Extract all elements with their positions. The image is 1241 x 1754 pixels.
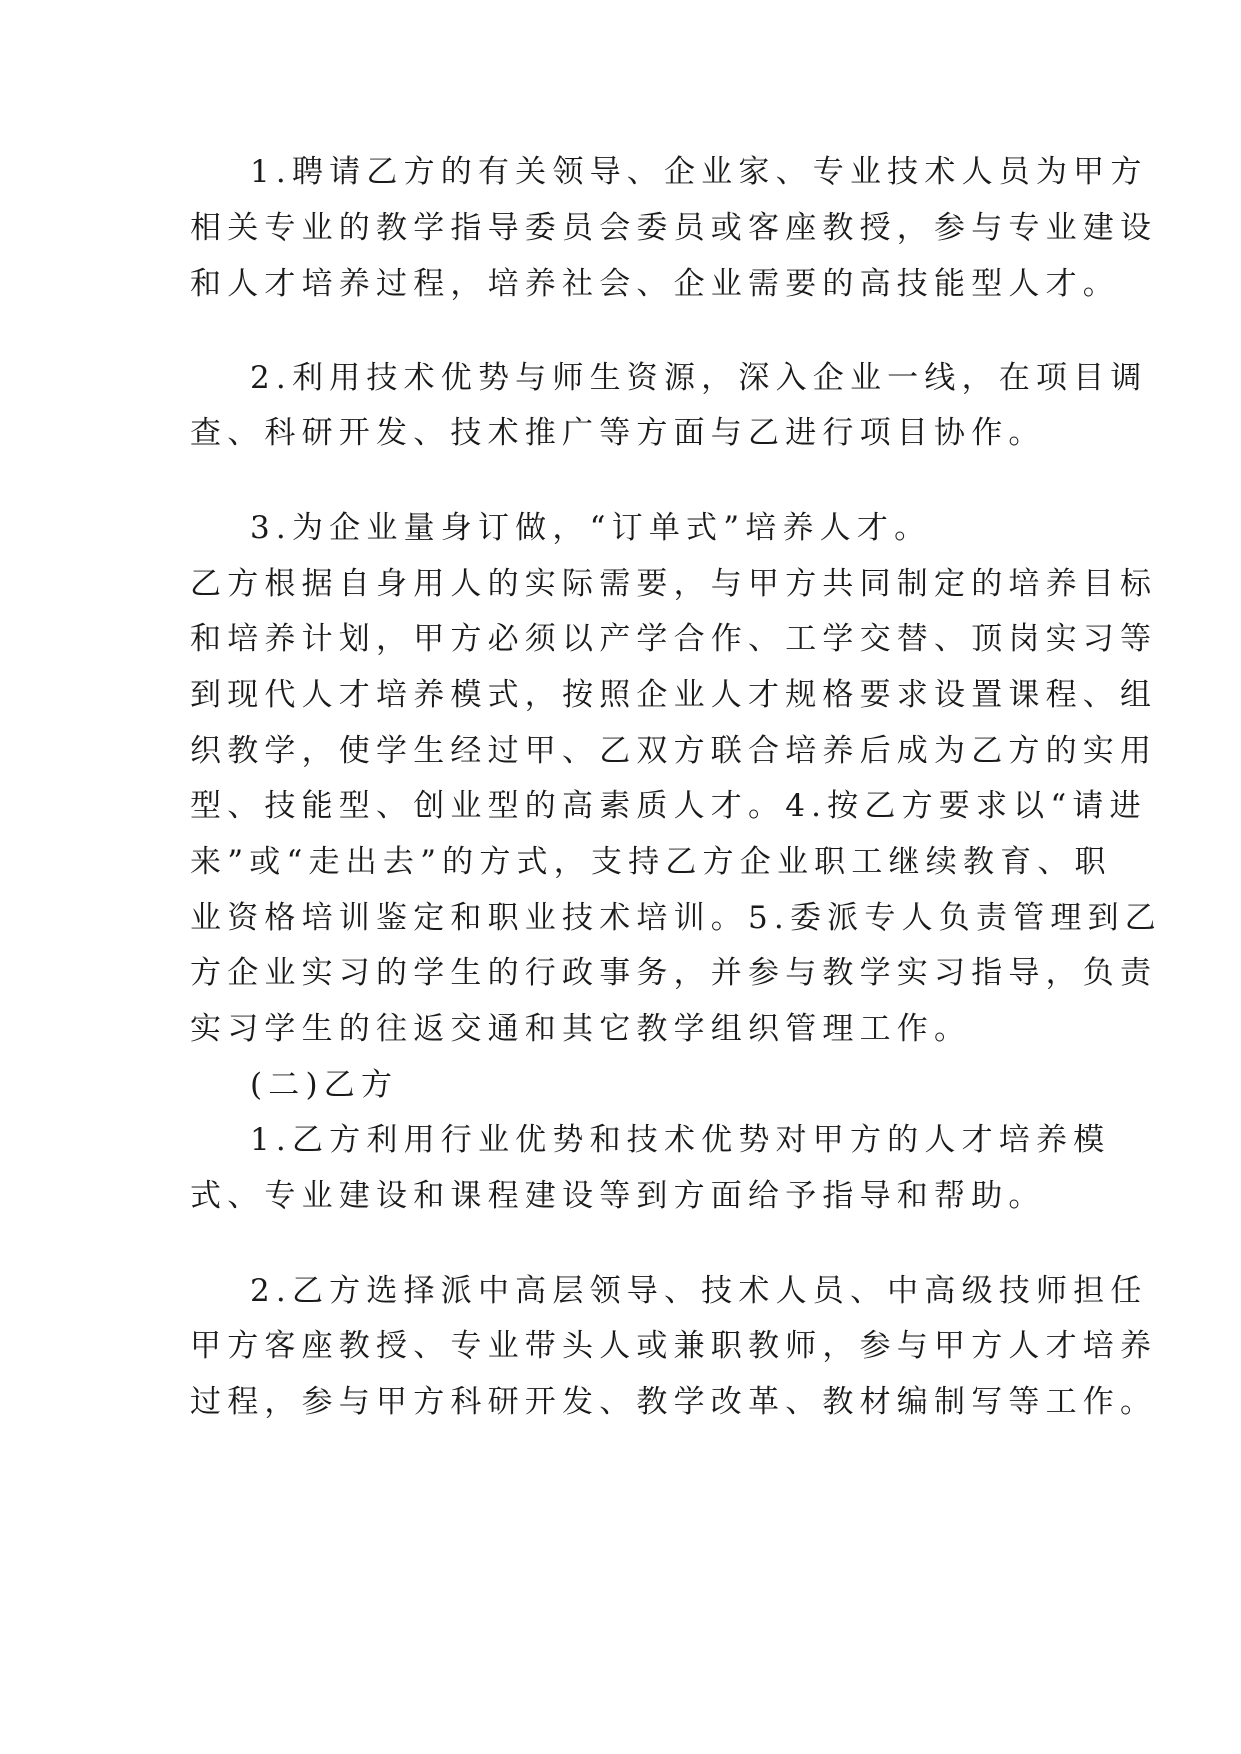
paragraph-line: 2.乙方选择派中高层领导、技术人员、中高级技师担任 xyxy=(250,1273,1148,1309)
paragraph-line: 查、科研开发、技术推广等方面与乙进行项目协作。 xyxy=(190,415,1046,451)
paragraph-line: 3.为企业量身订做，“订单式”培养人才。 xyxy=(250,510,932,546)
paragraph-line: 1.乙方利用行业优势和技术优势对甲方的人才培养模 xyxy=(250,1122,1111,1158)
paragraph-line: 1.聘请乙方的有关领导、企业家、专业技术人员为甲方 xyxy=(250,154,1148,190)
paragraph-line: 和人才培养过程，培养社会、企业需要的高技能型人才。 xyxy=(190,266,1120,302)
paragraph-line: 相关专业的教学指导委员会委员或客座教授，参与专业建设 xyxy=(190,210,1158,246)
paragraph-line: 来”或“走出去”的方式，支持乙方企业职工继续教育、职 xyxy=(190,844,1112,880)
paragraph-line: 型、技能型、创业型的高素质人才。4.按乙方要求以“请进 xyxy=(190,788,1147,824)
paragraph-line: 和培养计划，甲方必须以产学合作、工学交替、顶岗实习等 xyxy=(190,621,1158,657)
paragraph-line: 业资格培训鉴定和职业技术培训。5.委派专人负责管理到乙 xyxy=(190,900,1162,936)
paragraph-line: 甲方客座教授、专业带头人或兼职教师，参与甲方人才培养 xyxy=(190,1328,1158,1364)
paragraph-line: 织教学，使学生经过甲、乙双方联合培养后成为乙方的实用 xyxy=(190,733,1158,769)
paragraph-line: 实习学生的往返交通和其它教学组织管理工作。 xyxy=(190,1011,972,1047)
paragraph-line: 到现代人才培养模式，按照企业人才规格要求设置课程、组 xyxy=(190,677,1158,713)
paragraph-line: 乙方根据自身用人的实际需要，与甲方共同制定的培养目标 xyxy=(190,566,1158,602)
paragraph-line: 2.利用技术优势与师生资源，深入企业一线，在项目调 xyxy=(250,360,1148,396)
paragraph-line: 方企业实习的学生的行政事务，并参与教学实习指导，负责 xyxy=(190,955,1158,991)
section-heading: (二)乙方 xyxy=(250,1067,399,1103)
paragraph-line: 式、专业建设和课程建设等到方面给予指导和帮助。 xyxy=(190,1178,1046,1214)
paragraph-line: 过程，参与甲方科研开发、教学改革、教材编制写等工作。 xyxy=(190,1384,1158,1420)
